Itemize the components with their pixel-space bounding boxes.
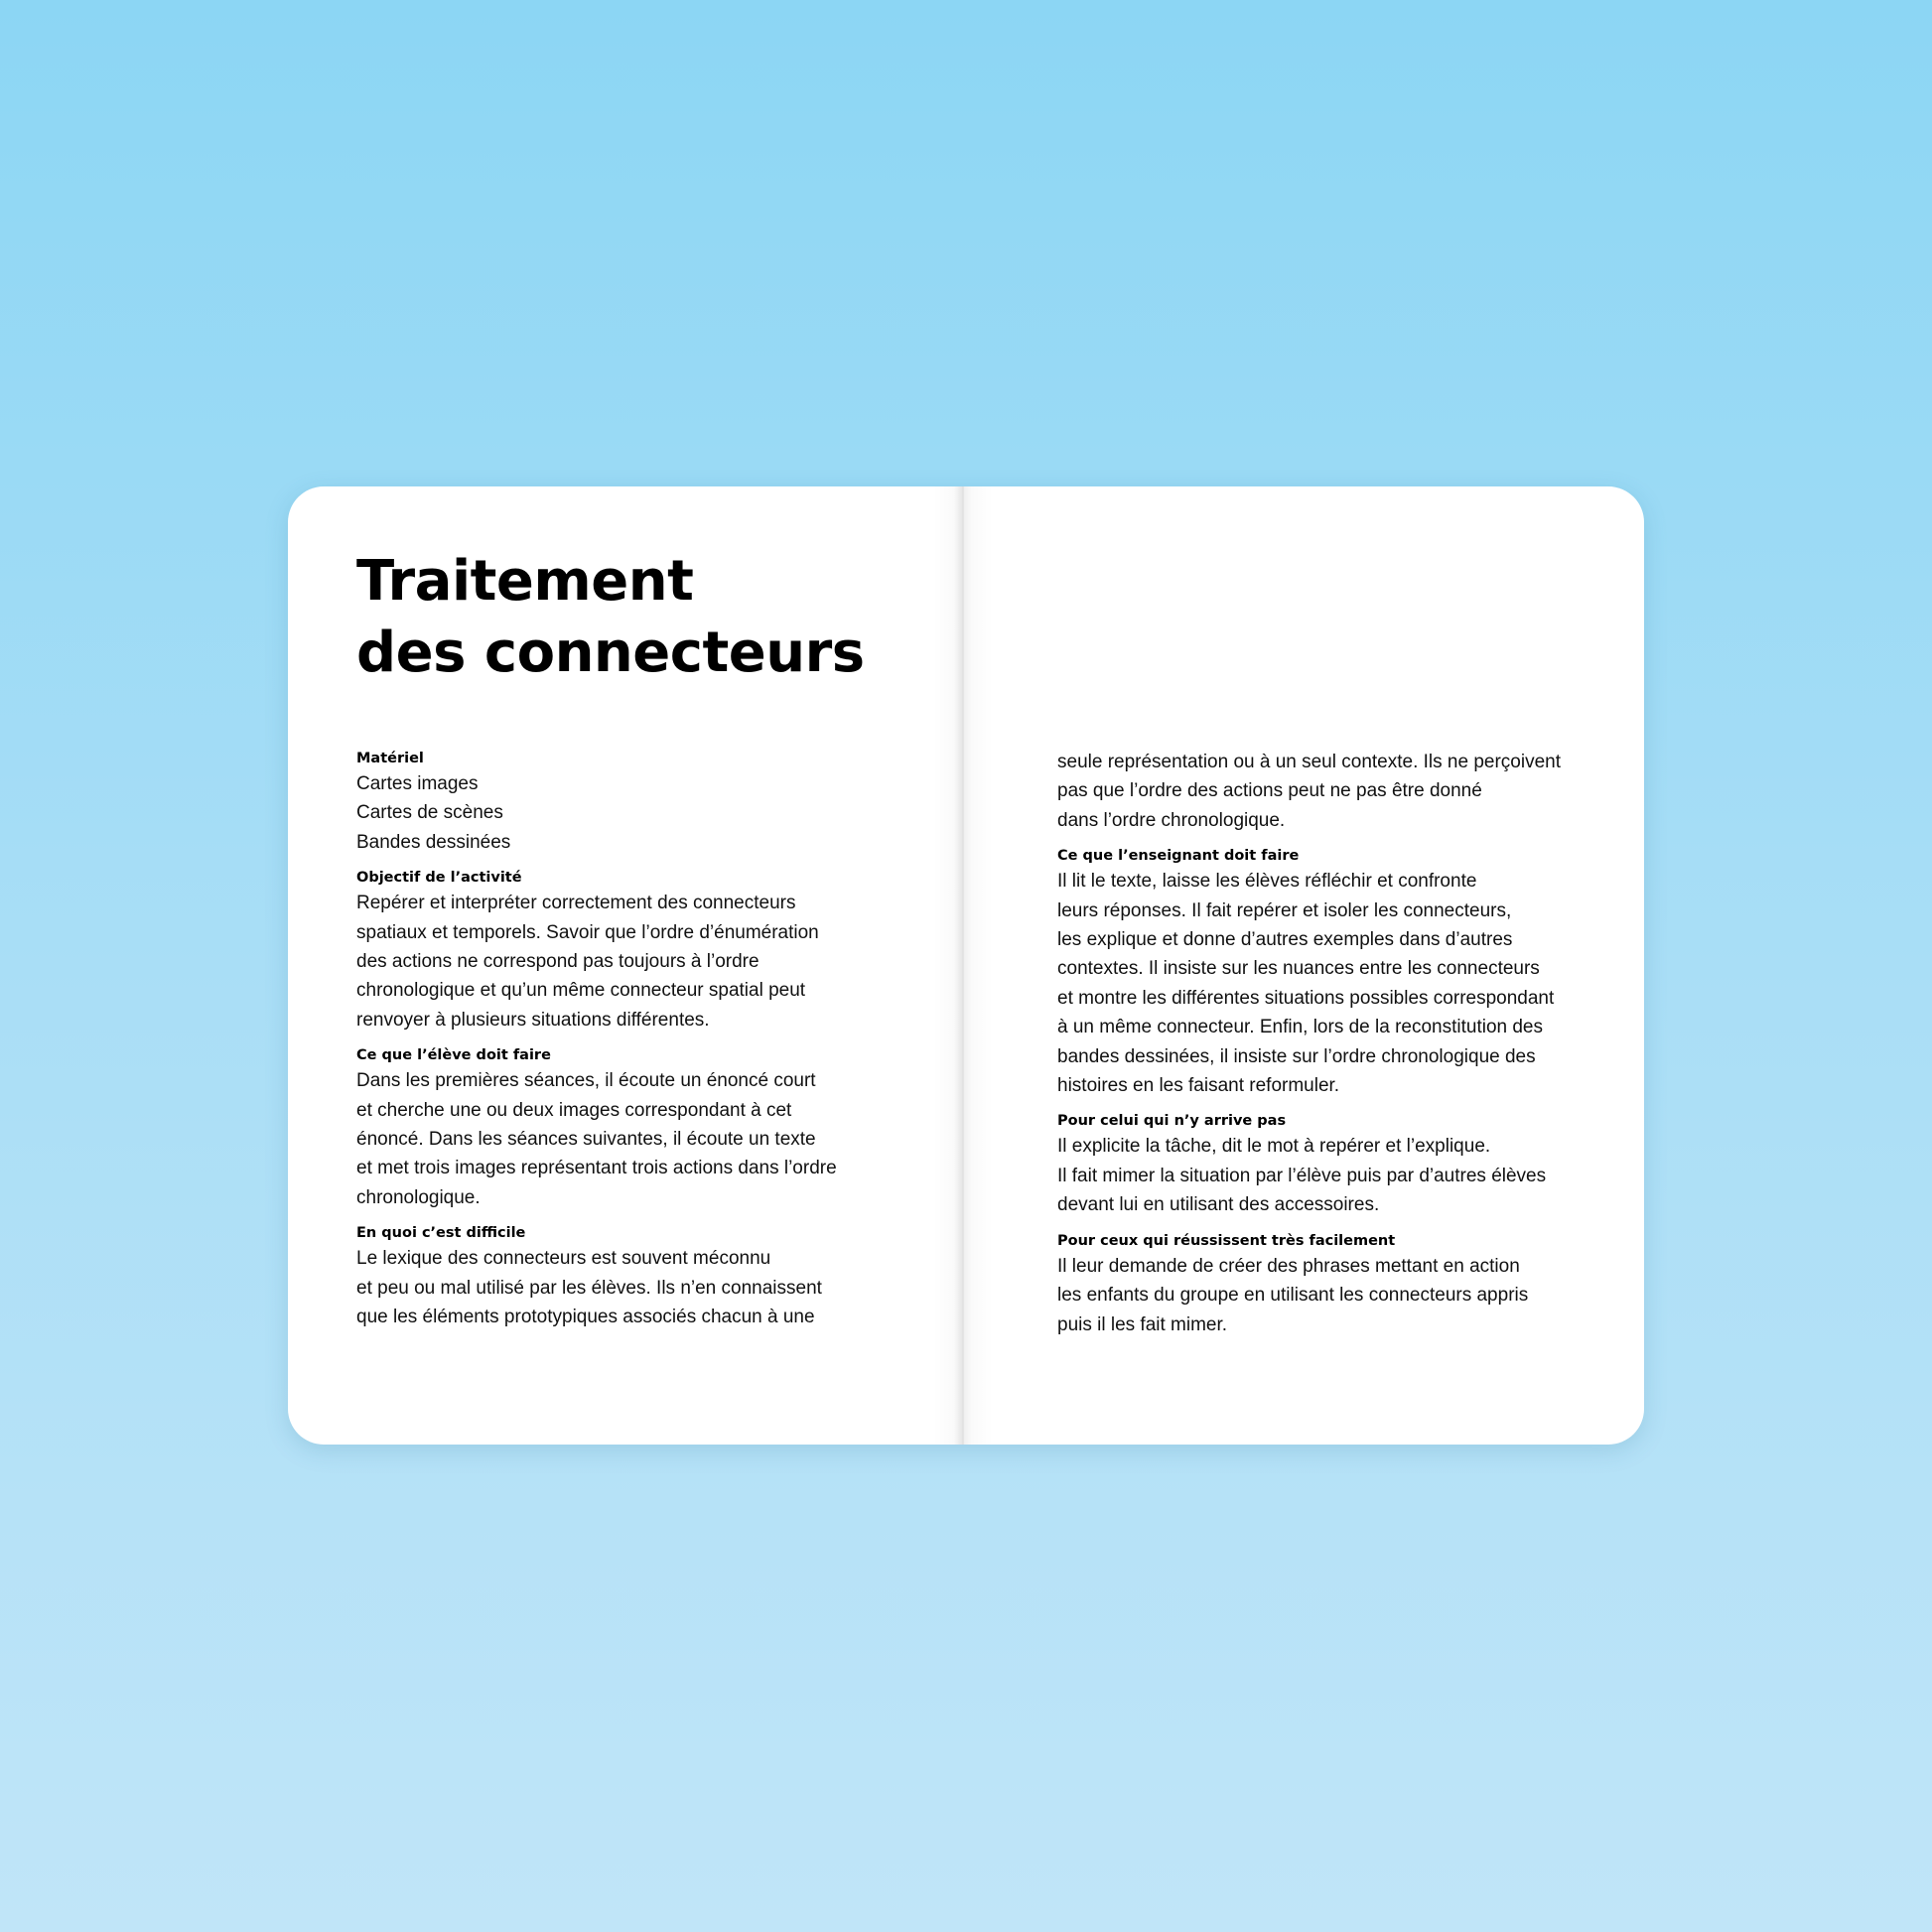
- text-line: chronologique et qu’un même connecteur spatial peut: [356, 980, 806, 1002]
- text-line: les explique et donne d’autres exemples dans d’autres: [1057, 929, 1513, 951]
- section-objectif: [356, 867, 912, 1035]
- section-heading: Ce que l’enseignant doit faire: [1057, 848, 1300, 865]
- text-line: et cherche une ou deux images correspondant à cet: [356, 1099, 792, 1121]
- section-heading: Matériel: [356, 751, 424, 766]
- book-spread: [288, 486, 1644, 1445]
- text-line: Repérer et interpréter correctement des connecteurs: [356, 893, 796, 914]
- text-line: chronologique.: [356, 1186, 481, 1208]
- text-line: Le lexique des connecteurs est souvent méconnu: [356, 1248, 771, 1270]
- text-line: devant lui en utilisant des accessoires.: [1057, 1194, 1380, 1216]
- text-line: et montre les différentes situations possibles correspondant: [1057, 987, 1555, 1009]
- text-line: énoncé. Dans les séances suivantes, il écoute un texte: [356, 1129, 816, 1151]
- text-line: Il lit le texte, laisse les élèves réfléchir et confronte: [1057, 871, 1477, 893]
- text-line: contextes. Il insiste sur les nuances entre les connecteurs: [1057, 958, 1540, 980]
- text-line: dans l’ordre chronologique.: [1057, 809, 1286, 831]
- section-enseignant: [1057, 845, 1613, 1100]
- section-body: [356, 1244, 912, 1331]
- continued-text: [1057, 748, 1613, 835]
- text-line: renvoyer à plusieurs situations différentes.: [356, 1009, 710, 1031]
- right-page: [1057, 486, 1613, 1445]
- text-line: histoires en les faisant reformuler.: [1057, 1075, 1340, 1097]
- section-body: [1057, 1252, 1613, 1339]
- section-body: [356, 1066, 912, 1212]
- text-line: puis il les fait mimer.: [1057, 1313, 1228, 1335]
- text-line: bandes dessinées, il insiste sur l’ordre chronologique des: [1057, 1045, 1536, 1067]
- text-line: pas que l’ordre des actions peut ne pas être donné: [1057, 780, 1482, 802]
- right-column: [1057, 748, 1613, 1349]
- text-line: spatiaux et temporels. Savoir que l’ordre d’énumération: [356, 921, 819, 943]
- text-line: les enfants du groupe en utilisant les connecteurs appris: [1057, 1285, 1529, 1307]
- section-difficile: [356, 1222, 912, 1331]
- text-line: à un même connecteur. Enfin, lors de la reconstitution des: [1057, 1017, 1543, 1038]
- title-line: des connecteurs: [356, 621, 865, 685]
- section-eleve: [356, 1044, 912, 1212]
- section-materiel: [356, 748, 912, 857]
- text-line: seule représentation ou à un seul contexte. Ils ne perçoivent: [1057, 752, 1561, 772]
- left-column: [356, 748, 912, 1342]
- section-reussissent: [1057, 1230, 1613, 1339]
- text-line: Cartes images: [356, 773, 479, 794]
- text-line: et peu ou mal utilisé par les élèves. Ils n’en connaissent: [356, 1277, 822, 1299]
- text-line: leurs réponses. Il fait repérer et isoler les connecteurs,: [1057, 899, 1512, 921]
- text-line: des actions ne correspond pas toujours à l’ordre: [356, 951, 759, 973]
- text-line: Cartes de scènes: [356, 802, 503, 824]
- text-line: Il fait mimer la situation par l’élève puis par d’autres élèves: [1057, 1165, 1547, 1186]
- section-body: [1057, 1132, 1613, 1219]
- book-gutter: [933, 486, 993, 1445]
- section-body: [1057, 867, 1613, 1100]
- section-body: [356, 889, 912, 1035]
- text-line: Il explicite la tâche, dit le mot à repérer et l’explique.: [1057, 1136, 1491, 1158]
- left-page: [356, 486, 912, 1445]
- text-line: que les éléments prototypiques associés chacun à une: [356, 1307, 815, 1328]
- text-line: Bandes dessinées: [356, 831, 511, 853]
- text-line: Dans les premières séances, il écoute un énoncé court: [356, 1070, 816, 1092]
- section-heading: Pour ceux qui réussissent très facilement: [1057, 1232, 1396, 1249]
- section-heading: Pour celui qui n’y arrive pas: [1057, 1113, 1287, 1130]
- section-heading: En quoi c’est difficile: [356, 1225, 526, 1242]
- section-heading: Objectif de l’activité: [356, 870, 522, 887]
- section-heading: Ce que l’élève doit faire: [356, 1047, 551, 1064]
- text-line: et met trois images représentant trois actions dans l’ordre: [356, 1158, 837, 1179]
- section-n-y-arrive-pas: [1057, 1110, 1613, 1219]
- section-body: [356, 769, 912, 857]
- text-line: Il leur demande de créer des phrases mettant en action: [1057, 1255, 1520, 1277]
- page-title: [356, 546, 865, 689]
- title-line: Traitement: [356, 549, 694, 614]
